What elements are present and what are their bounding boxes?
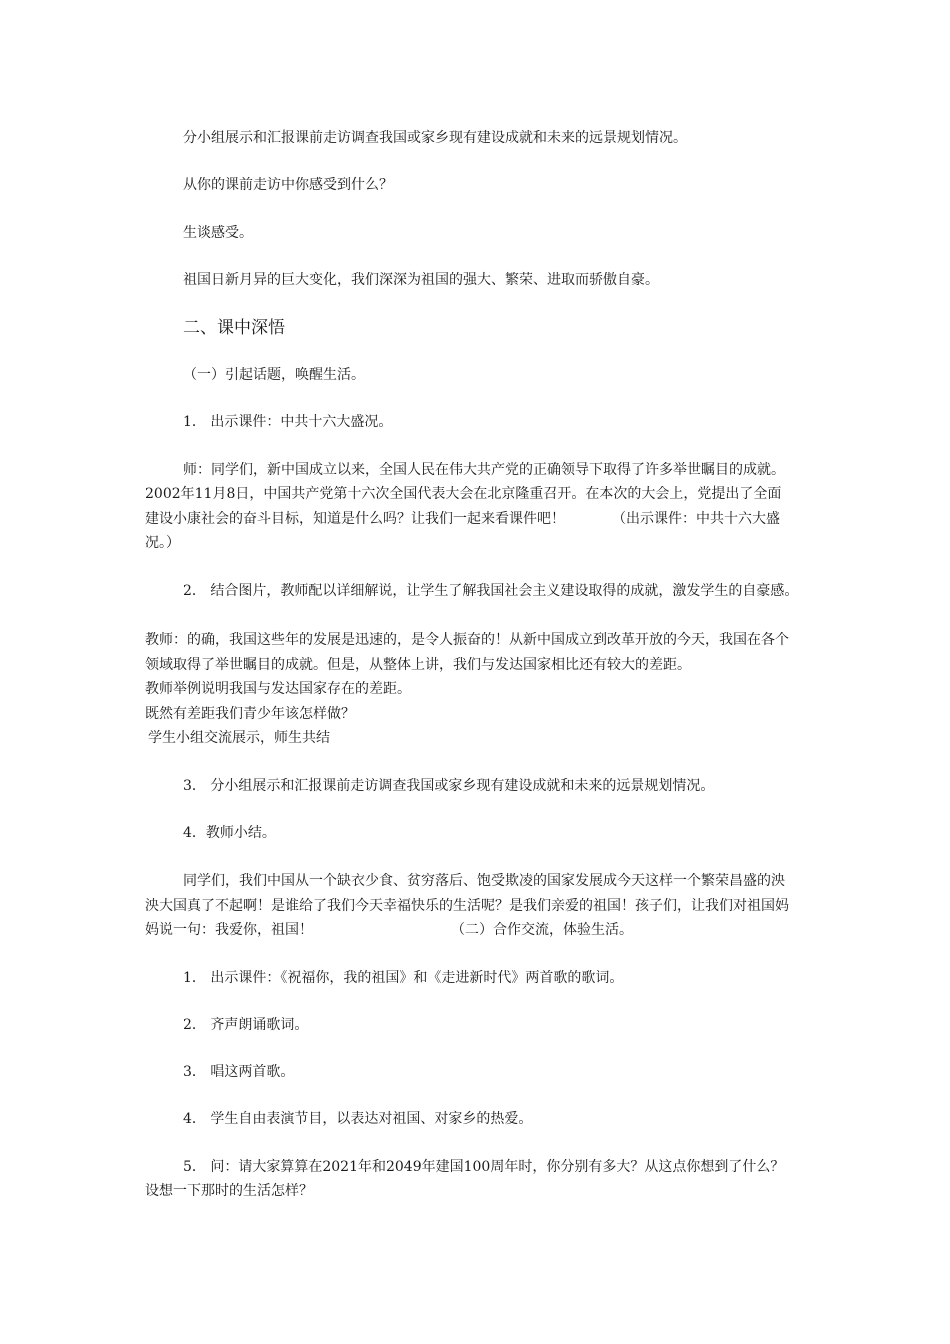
paragraph-line: 领域取得了举世瞩目的成就。但是，从整体上讲，我们与发达国家相比还有较大的差距。 (145, 657, 691, 673)
list-item: 2． 结合图片，教师配以详细解说，让学生了解我国社会主义建设取得的成就，激发学生的自豪感。 (183, 583, 799, 599)
list-item: 4． 学生自由表演节目，以表达对祖国、对家乡的热爱。 (183, 1111, 533, 1127)
list-item: 1． 出示课件：《祝福你，我的祖国》和《走进新时代》两首歌的歌词。 (183, 970, 624, 986)
paragraph: 分小组展示和汇报课前走访调查我国或家乡现有建设成就和未来的远景规划情况。 (183, 130, 687, 146)
paragraph: 从你的课前走访中你感受到什么？ (183, 177, 393, 193)
list-item: 4．教师小结。 (183, 825, 276, 841)
paragraph-line: 教师：的确，我国这些年的发展是迅速的，是令人振奋的！从新中国成立到改革开放的今天，我国在各个 (145, 632, 789, 648)
paragraph: 生谈感受。 (183, 225, 253, 241)
list-item: 3． 分小组展示和汇报课前走访调查我国或家乡现有建设成就和未来的远景规划情况。 (183, 778, 715, 794)
paragraph-line: 同学们，我们中国从一个缺衣少食、贫穷落后、饱受欺凌的国家发展成今天这样一个繁荣昌盛的泱 (183, 873, 785, 889)
paragraph-line: 师：同学们，新中国成立以来，全国人民在伟大共产党的正确领导下取得了许多举世瞩目的成就。 (183, 462, 785, 478)
paragraph-line: 建设小康社会的奋斗目标，知道是什么吗？让我们一起来看课件吧！ (145, 511, 565, 527)
paragraph-line: 妈说一句：我爱你，祖国！ (145, 922, 313, 938)
list-item: 3． 唱这两首歌。 (183, 1064, 295, 1080)
paragraph-line: 况。） (145, 535, 180, 551)
section-heading: 二、课中深悟 (183, 318, 285, 338)
paragraph-line: 既然有差距我们青少年该怎样做？ (145, 706, 355, 722)
paragraph: 祖国日新月异的巨大变化，我们深深为祖国的强大、繁荣、进取而骄傲自豪。 (183, 272, 659, 288)
list-item: 5． 问：请大家算算在2021年和2049年建国100周年时，你分别有多大？从这点你想到了什么？ (183, 1159, 785, 1175)
list-item: 1． 出示课件：中共十六大盛况。 (183, 414, 393, 430)
sub-heading: （一）引起话题，唤醒生活。 (183, 367, 365, 383)
list-item: 2． 齐声朗诵歌词。 (183, 1017, 309, 1033)
paragraph-line: 泱大国真了不起啊！是谁给了我们今天幸福快乐的生活呢？是我们亲爱的祖国！孩子们，让我们对祖国妈 (145, 898, 789, 914)
paragraph-line: 学生小组交流展示，师生共结 (148, 730, 330, 746)
sub-heading: （二）合作交流，体验生活。 (451, 922, 633, 938)
paragraph-line: 教师举例说明我国与发达国家存在的差距。 (145, 681, 411, 697)
paragraph-line: 设想一下那时的生活怎样？ (145, 1183, 313, 1199)
paragraph-line: （出示课件：中共十六大盛 (612, 511, 780, 527)
paragraph-line: 2002年11月8日，中国共产党第十六次全国代表大会在北京隆重召开。在本次的大会上，党提出了全面 (145, 486, 782, 502)
